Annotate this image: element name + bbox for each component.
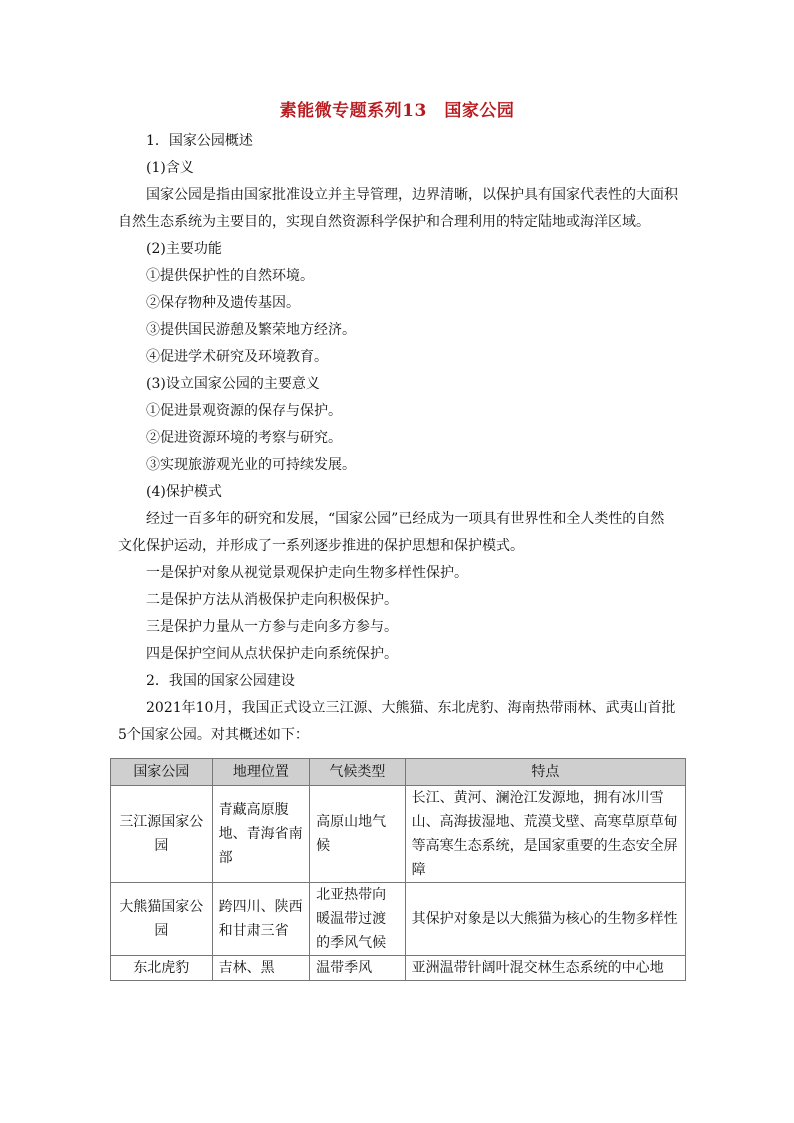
paragraph: 经过一百多年的研究和发展，“国家公园”已经成为一项具有世界性和全人类性的自然文化保护运动，并形成了一系列逐步推进的保护思想和保护模式。 — [118, 511, 665, 554]
list-item: ③实现旅游观光业的可持续发展。 — [146, 457, 356, 473]
subsection-heading: (2)主要功能 — [146, 241, 222, 257]
subsection-heading: (1)含义 — [146, 160, 194, 176]
list-item: 三是保护力量从一方参与走向多方参与。 — [146, 619, 398, 635]
section-heading: 2．我国的国家公园建设 — [146, 673, 295, 689]
paragraph: 2021年10月，我国正式设立三江源、大熊猫、东北虎豹、海南热带雨林、武夷山首批5个国家公园。对其概述如下： — [118, 700, 676, 743]
section-heading: 1．国家公园概述 — [146, 133, 253, 149]
list-item: 一是保护对象从视觉景观保护走向生物多样性保护。 — [146, 565, 468, 581]
table-row — [111, 883, 686, 956]
list-item: 二是保护方法从消极保护走向积极保护。 — [146, 592, 398, 608]
list-item: ①促进景观资源的保存与保护。 — [146, 403, 342, 419]
list-item: ④促进学术研究及环境教育。 — [146, 349, 328, 365]
table-cell: 北亚热带向暖温带过渡的季风气候 — [310, 883, 405, 956]
column-header: 特点 — [405, 759, 685, 786]
list-item: ③提供国民游憩及繁荣地方经济。 — [146, 322, 356, 338]
column-header: 国家公园 — [111, 759, 213, 786]
table-row — [111, 956, 686, 981]
table-header-row — [111, 759, 686, 786]
list-item: 四是保护空间从点状保护走向系统保护。 — [146, 646, 398, 662]
table-cell: 长江、黄河、澜沧江发源地，拥有冰川雪山、高海拔湿地、荒漠戈壁、高寒草原草甸等高寒生态系统，是国家重要的生态安全屏障 — [405, 786, 685, 883]
column-header: 气候类型 — [310, 759, 405, 786]
subsection-heading: (3)设立国家公园的主要意义 — [146, 376, 320, 392]
table-row — [111, 786, 686, 883]
table-cell: 亚洲温带针阔叶混交林生态系统的中心地 — [405, 956, 685, 981]
table-cell: 三江源国家公园 — [111, 786, 213, 883]
national-parks-table — [110, 758, 686, 981]
subsection-heading: (4)保护模式 — [146, 484, 222, 500]
paragraph: 国家公园是指由国家批准设立并主导管理，边界清晰，以保护具有国家代表性的大面积自然生态系统为主要目的，实现自然资源科学保护和合理利用的特定陆地或海洋区域。 — [118, 187, 678, 230]
document-body — [118, 128, 678, 749]
table-cell: 东北虎豹 — [111, 956, 213, 981]
table-cell: 高原山地气候 — [310, 786, 405, 883]
list-item: ①提供保护性的自然环境。 — [146, 268, 314, 284]
table-cell: 青藏高原腹地、青海省南部 — [212, 786, 310, 883]
table-cell: 温带季风 — [310, 956, 405, 981]
page-title: 素能微专题系列13 国家公园 — [279, 101, 515, 121]
table-cell: 大熊猫国家公园 — [111, 883, 213, 956]
list-item: ②保存物种及遗传基因。 — [146, 295, 300, 311]
table-cell: 跨四川、陕西和甘肃三省 — [212, 883, 310, 956]
list-item: ②促进资源环境的考察与研究。 — [146, 430, 342, 446]
table-cell: 吉林、黑 — [212, 956, 310, 981]
table-cell: 其保护对象是以大熊猫为核心的生物多样性 — [405, 883, 685, 956]
column-header: 地理位置 — [212, 759, 310, 786]
